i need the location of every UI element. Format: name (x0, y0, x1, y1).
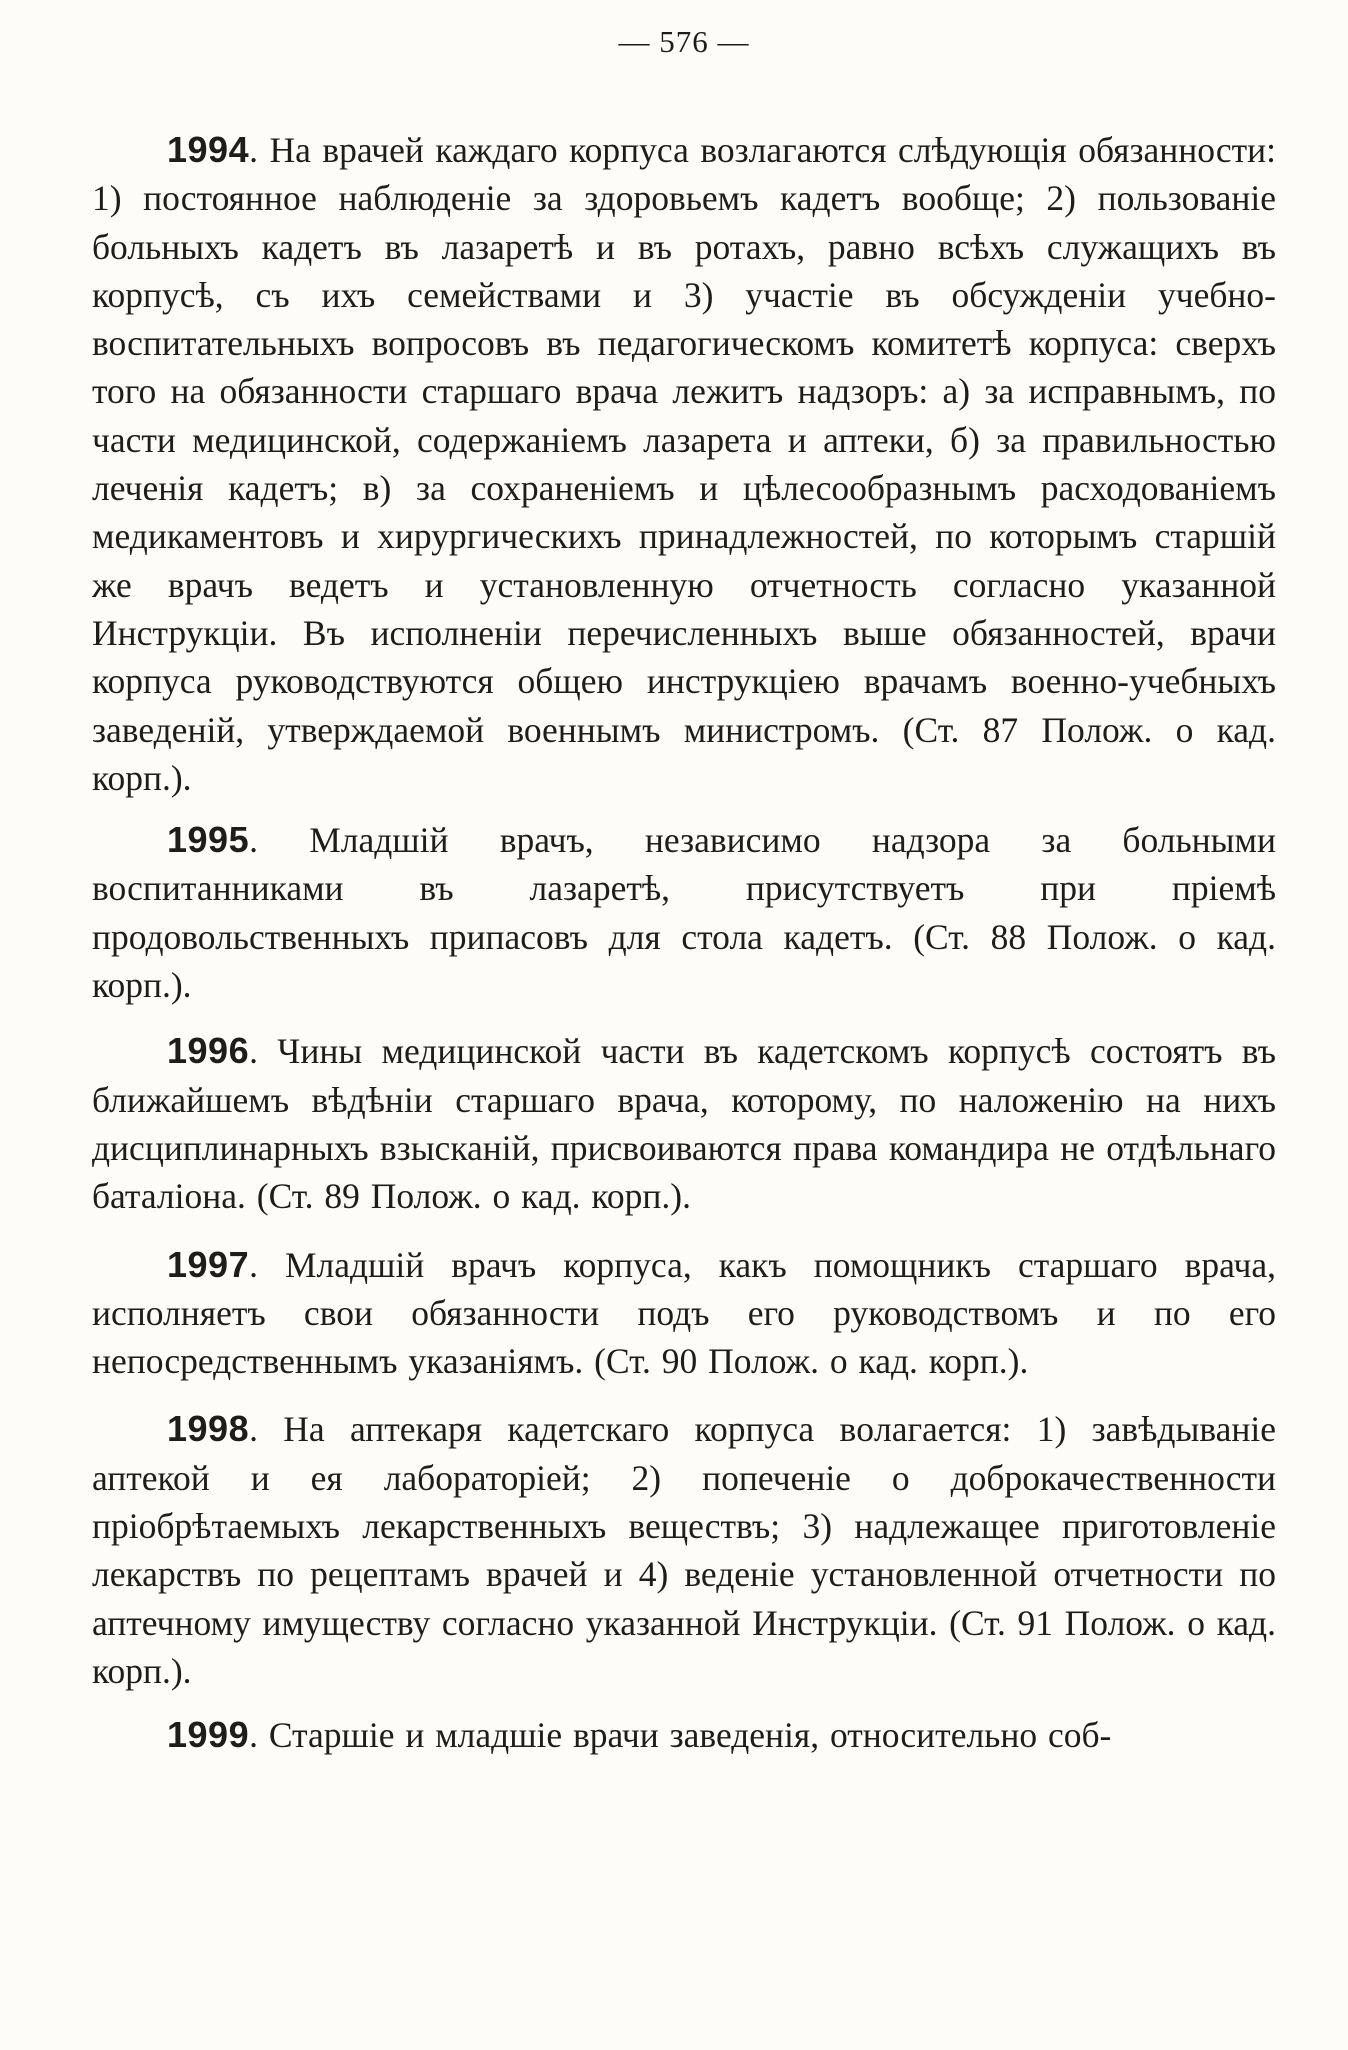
article-1996 (92, 1027, 1276, 1220)
article-1997 (92, 1241, 1276, 1386)
article-text-1998: . На аптекаря кадетскаго корпуса вoлагается: 1) завѣдываніе аптекой и ея лабораторіей; 2) попеченіе о доброкачественности пріобрѣтаемыхъ лекарственныхъ веществъ; 3) надлежащее приготовленіе лекарствъ по рецептамъ врачей и 4) веденіе установленной отчетности по аптечному имуществу согласно указанной Инструкціи. (Ст. 91 Полож. о кад. корп.). (92, 1409, 1276, 1691)
article-1998 (92, 1405, 1276, 1695)
article-number-1999: 1999 (167, 1714, 250, 1756)
article-number-1995: 1995 (167, 819, 250, 861)
article-text-1997: . Младшій врачъ корпуса, какъ помощникъ старшаго врача, исполняетъ свои обязанности подъ его руководствомъ и по его непосредственнымъ указаніямъ. (Ст. 90 Полож. о кад. корп.). (92, 1244, 1276, 1382)
article-text-1995: . Младшій врачъ, независимо надзора за больными воспитанниками въ лазаретѣ, присутствуетъ при пріемѣ продовольственныхъ припасовъ для стола кадетъ. (Ст. 88 Полож. о кад. корп.). (92, 820, 1276, 1006)
article-1994 (92, 126, 1276, 802)
article-number-1996: 1996 (167, 1030, 250, 1072)
article-number-1997: 1997 (167, 1243, 250, 1285)
article-1995 (92, 816, 1276, 1009)
article-text-1996: . Чины медицинской части въ кадетскомъ корпусѣ состоятъ въ ближайшемъ вѣдѣніи старшаго врача, которому, по наложенію на нихъ дисциплинарныхъ взысканій, присвоиваются права командира не отдѣльнаго баталіона. (Ст. 89 Полож. о кад. корп.). (92, 1031, 1276, 1217)
book-page (92, 18, 1276, 2028)
article-text-1999: . Старшіе и младшіе врачи заведенія, относительно соб- (249, 1715, 1112, 1756)
article-number-1998: 1998 (167, 1408, 250, 1450)
article-text-1994: . На врачей каждаго корпуса возлагаются слѣдующія обязанности: 1) постоянное наблюденіе за здоровьемъ кадетъ вообще; 2) пользованіе больныхъ кадетъ въ лазаретѣ и въ ротахъ, равно всѣхъ служащихъ въ корпусѣ, съ ихъ семействами и 3) участіе въ обсужденіи учебно-воспитательныхъ вопросовъ въ педагогическомъ комитетѣ корпуса: сверхъ того на обязанности старшаго врача лежитъ надзоръ: а) за исправнымъ, по части медицинской, содержаніемъ лазарета и аптеки, б) за правильностью леченія кадетъ; в) за сохраненіемъ и цѣлесообразнымъ расходованіемъ медикаментовъ и хирургическихъ принадлежностей, по которымъ старшій же врачъ ведетъ и установленную отчетность согласно указанной Инструкціи. Въ исполненіи перечисленныхъ выше обязанностей, врачи корпуса руководствуются общею инструкціею врачамъ военно-учебныхъ заведеній, утверждаемой военнымъ министромъ. (Ст. 87 Полож. о кад. корп.). (92, 130, 1276, 798)
page-number: — 576 — (618, 24, 750, 59)
article-1999 (92, 1711, 1276, 1759)
article-number-1994: 1994 (167, 129, 250, 170)
